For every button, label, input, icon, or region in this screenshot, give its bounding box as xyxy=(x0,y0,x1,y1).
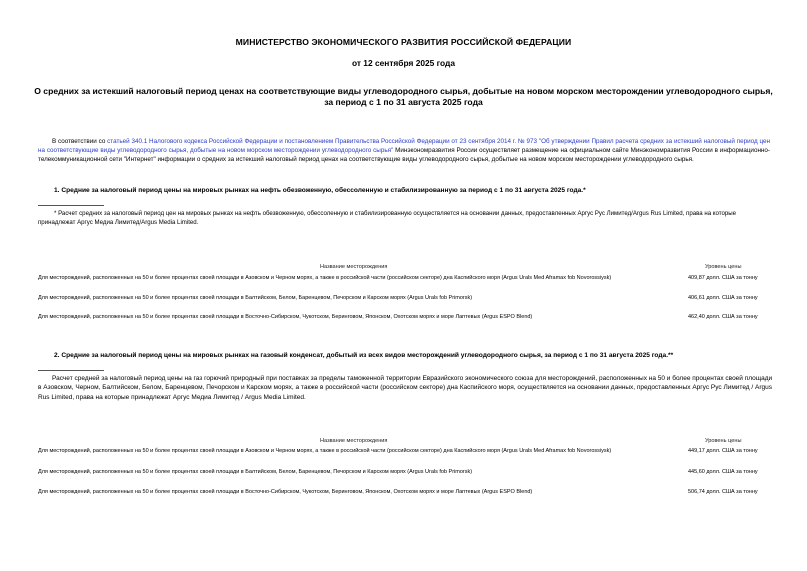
section1-heading: 1. Средние за налоговый период цены на мировых рынках на нефть обезвоженную, обессоленную и стабилизированную за период с 1 по 31 августа 2025 года.* xyxy=(54,187,586,194)
price-value: 409,87 долл. США за тонну xyxy=(688,275,758,281)
intro-paragraph xyxy=(38,137,770,165)
table-row: Для месторождений, расположенных на 50 и более процентах своей площади в Азовском и Черном морях, а также в российской части (российском секторе) дна Каспийского моря (Argus Urals Med Aframax fob Novorossiysk) xyxy=(38,275,612,281)
section2-footnote: Расчет средней за налоговый период цены на газ горючий природный при поставках за пределы таможенной территории Евразийского экономического союза для месторождений, расположенных на 50 и более процентах своей площади в Азовском, Черном, Балтийском, Белом, Баренцевом, Печорском и Карском морях, а также в российской части (российском секторе) дна Каспийского моря, осуществляется на основании данных, предоставленных Аргус Рус Лимитед / Argus Rus Limited, права на которые принадлежат Аргус Медиа Лимитед / Argus Media Limited. xyxy=(38,375,773,401)
price-value: 462,40 долл. США за тонну xyxy=(688,314,758,320)
table-row: Для месторождений, расположенных на 50 и более процентах своей площади в Восточно-Сибирском, Чукотском, Беринговом, Японском, Охотском морях и море Лаптевых (Argus ESPO Blend) xyxy=(38,314,533,320)
document-title: О средних за истекший налоговый период ценах на соответствующие виды углеводородного сырья, добытые на новом морском месторождении углеводородного сырья, за период с 1 по 31 августа 2025 года xyxy=(34,86,773,107)
price-value: 406,61 долл. США за тонну xyxy=(688,295,758,301)
section1-col-name-header: Название месторождения xyxy=(320,264,388,270)
section2-col-value-header: Уровень цены xyxy=(705,438,742,444)
table-row: Для месторождений, расположенных на 50 и более процентах своей площади в Восточно-Сибирском, Чукотском, Беринговом, Японском, Охотском морях и море Лаптевых (Argus ESPO Blend) xyxy=(38,489,533,495)
intro-suffix: Минэкономразвития России осуществляет размещение на официальном сайте Минэкономразвития России в информационно-телекоммуникационной сети "Интернет" информации о средних за истекший налоговый период ценах на соответствующие виды углеводородного сырья, добытые на новом морском месторождении углеводородного сырья. xyxy=(38,147,770,164)
section1-col-value-header: Уровень цены xyxy=(705,264,742,270)
document-date: от 12 сентября 2025 года xyxy=(351,58,456,68)
table-row: Для месторождений, расположенных на 50 и более процентах своей площади в Балтийском, Белом, Баренцевом, Печорском и Карском морях (Argus Urals fob Primorsk) xyxy=(38,295,473,301)
section2-col-name-header: Название месторождения xyxy=(320,438,388,444)
footnote-divider xyxy=(38,205,104,206)
table-row: Для месторождений, расположенных на 50 и более процентах своей площади в Азовском и Черном морях, а также в российской части (российском секторе) дна Каспийского моря (Argus Urals Med Aframax fob Novorossiysk) xyxy=(38,448,612,454)
price-value: 506,74 долл. США за тонну xyxy=(688,489,758,495)
table-row: Для месторождений, расположенных на 50 и более процентах своей площади в Балтийском, Белом, Баренцевом, Печорском и Карском морях (Argus Urals fob Primorsk) xyxy=(38,469,473,475)
footnote-divider xyxy=(38,370,104,371)
price-value: 449,17 долл. США за тонну xyxy=(688,448,758,454)
price-value: 445,60 долл. США за тонну xyxy=(688,469,758,475)
ministry-name: МИНИСТЕРСТВО ЭКОНОМИЧЕСКОГО РАЗВИТИЯ РОССИЙСКОЙ ФЕДЕРАЦИИ xyxy=(235,37,572,47)
legal-reference-link[interactable]: статьей 340.1 Налогового кодекса Российской Федерации и постановлением Правительства Российской Федерации от 23 сентября 2014 г. № 973 "Об утверждении Правил расчета средних за истекший налоговый период цен на соответствующие виды углеводородного сырья, добытые на новом морском месторождении углеводородного сырья" xyxy=(38,138,770,155)
section1-footnote: * Расчет средних за налоговый период цен на мировых рынках на нефть обезвоженную, обессоленную и стабилизированную осуществляется на основании данных, предоставленных Аргус Рус Лимитед/Argus Rus Limited, права на которые принадлежат Аргус Медиа Лимитед/Argus Media Limited. xyxy=(38,210,737,226)
intro-prefix: В соответствии со xyxy=(52,138,108,145)
section2-heading: 2. Средние за налоговый период цены на мировых рынках на газовый конденсат, добытый из всех видов месторождений углеводородного сырья, за период с 1 по 31 августа 2025 года.** xyxy=(54,352,674,359)
